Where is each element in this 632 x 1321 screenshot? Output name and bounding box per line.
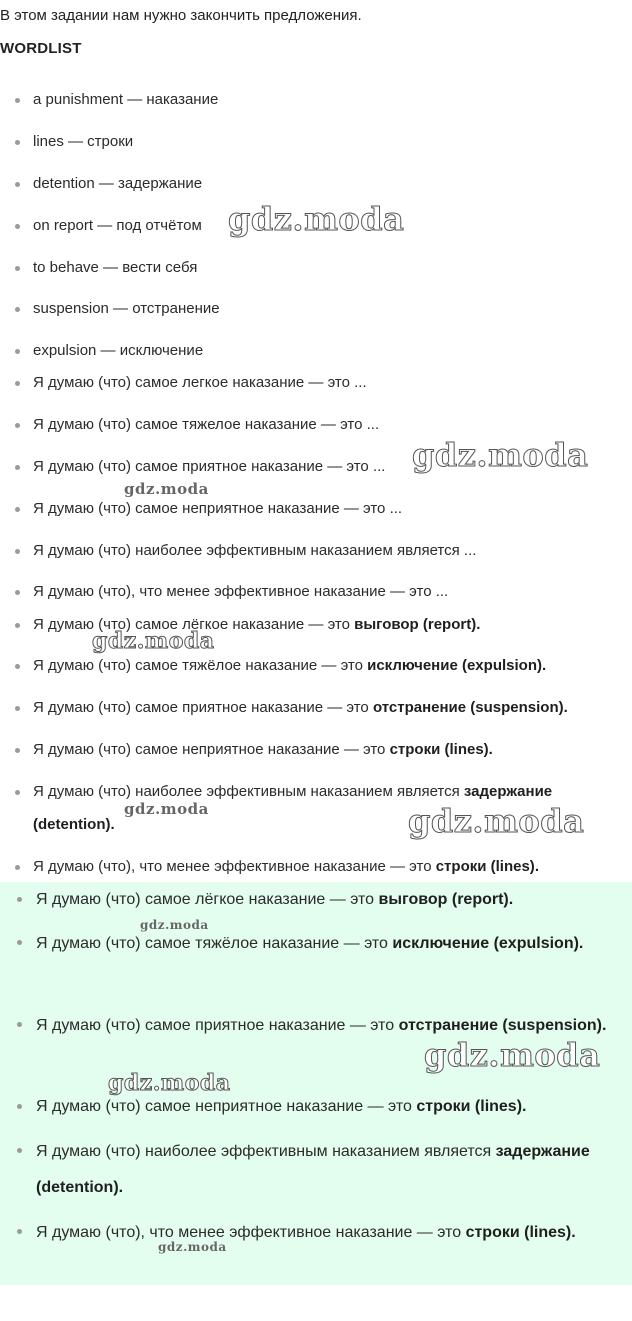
answer-item: Я думаю (что) самое лёгкое наказание — это выговор (report). <box>0 608 628 641</box>
bullet-icon <box>17 1104 22 1109</box>
highlighted-answer-item: Я думаю (что) самое приятное наказание — это отстранение (suspension). <box>0 1008 612 1044</box>
watermark: gdz.moda <box>424 1036 601 1074</box>
watermark: gdz.moda <box>228 200 405 238</box>
wordlist-item: detention — задержание <box>0 167 628 200</box>
bullet-icon <box>15 664 20 669</box>
highlighted-answer-item: Я думаю (что), что менее эффективное наказание — это строки (lines). <box>0 1215 612 1251</box>
bullet-icon <box>15 307 20 312</box>
prompt-item: Я думаю (что) самое легкое наказание — это ... <box>0 366 628 399</box>
watermark: gdz.moda <box>412 436 589 474</box>
bullet-icon <box>15 182 20 187</box>
highlighted-answer-item: Я думаю (что) самое лёгкое наказание — это выговор (report). <box>0 883 612 917</box>
intro-text: В этом задании нам нужно закончить предложения. <box>0 7 362 24</box>
wordlist-item: on report — под отчётом <box>0 209 628 242</box>
bullet-icon <box>17 1148 22 1153</box>
bullet-icon <box>15 381 20 386</box>
bullet-icon <box>17 1229 22 1234</box>
answer-item: Я думаю (что), что менее эффективное наказание — это строки (lines). <box>0 850 628 883</box>
highlighted-answer-item: Я думаю (что) самое неприятное наказание — это строки (lines). <box>0 1090 612 1124</box>
bullet-icon <box>15 706 20 711</box>
prompt-item: Я думаю (что) наиболее эффективным наказанием является ... <box>0 534 628 567</box>
prompt-item: Я думаю (что) самое приятное наказание — это ... <box>0 450 628 483</box>
bullet-icon <box>15 266 20 271</box>
answer-item: Я думаю (что) наиболее эффективным наказанием является задержание (detention). <box>0 775 628 841</box>
prompt-item: Я думаю (что), что менее эффективное наказание — это ... <box>0 575 628 608</box>
bullet-icon <box>15 590 20 595</box>
bullet-icon <box>15 748 20 753</box>
wordlist-title: WORDLIST <box>0 40 82 57</box>
watermark: gdz.moda <box>124 800 209 818</box>
bullet-icon <box>15 549 20 554</box>
wordlist-item: expulsion — исключение <box>0 334 628 367</box>
watermark: gdz.moda <box>158 1240 227 1254</box>
watermark: gdz.moda <box>92 628 215 654</box>
bullet-icon <box>15 865 20 870</box>
bullet-icon <box>17 940 22 945</box>
wordlist-item: suspension — отстранение <box>0 292 628 325</box>
bullet-icon <box>15 224 20 229</box>
watermark: gdz.moda <box>140 918 209 932</box>
bullet-icon <box>15 423 20 428</box>
prompt-item: Я думаю (что) самое неприятное наказание — это ... <box>0 492 628 525</box>
highlighted-answer-item: Я думаю (что) самое тяжёлое наказание — это исключение (expulsion). <box>0 926 612 962</box>
answer-item: Я думаю (что) самое неприятное наказание — это строки (lines). <box>0 733 628 766</box>
watermark: gdz.moda <box>108 1070 231 1096</box>
bullet-icon <box>17 897 22 902</box>
watermark: gdz.moda <box>124 480 209 498</box>
prompt-item: Я думаю (что) самое тяжелое наказание — это ... <box>0 408 628 441</box>
bullet-icon <box>15 623 20 628</box>
highlighted-answer-item: Я думаю (что) наиболее эффективным наказанием является задержание (detention). <box>0 1134 612 1206</box>
bullet-icon <box>15 507 20 512</box>
bullet-icon <box>15 465 20 470</box>
watermark: gdz.moda <box>408 802 585 840</box>
bullet-icon <box>15 98 20 103</box>
wordlist-item: lines — строки <box>0 125 628 158</box>
answer-item: Я думаю (что) самое приятное наказание — это отстранение (suspension). <box>0 691 628 724</box>
bullet-icon <box>17 1022 22 1027</box>
bullet-icon <box>15 349 20 354</box>
bullet-icon <box>15 140 20 145</box>
bullet-icon <box>15 790 20 795</box>
wordlist-item: to behave — вести себя <box>0 251 628 284</box>
answer-item: Я думаю (что) самое тяжёлое наказание — это исключение (expulsion). <box>0 649 628 682</box>
wordlist-item: a punishment — наказание <box>0 83 628 116</box>
